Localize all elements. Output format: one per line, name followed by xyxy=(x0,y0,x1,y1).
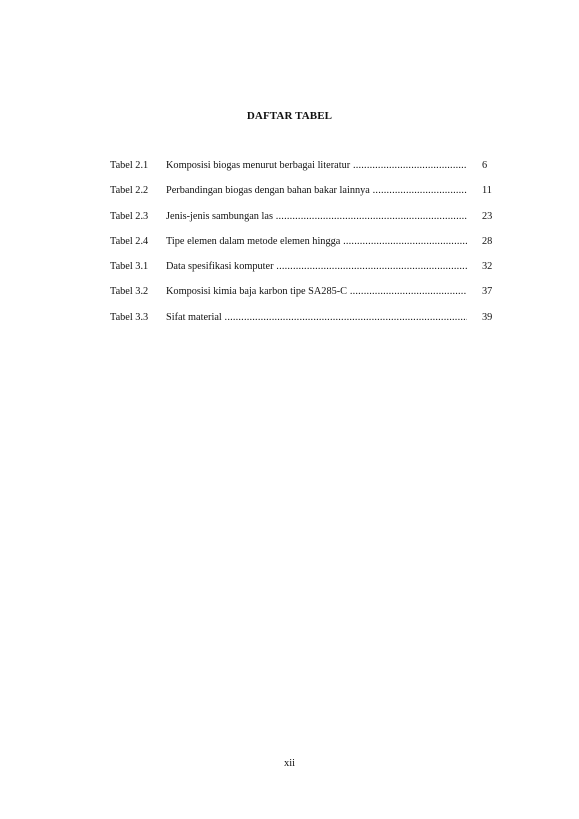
table-entry xyxy=(166,210,467,224)
table-number: Tabel 3.3 xyxy=(110,311,149,323)
table-caption: Tipe elemen dalam metode elemen hingga xyxy=(166,235,341,247)
list-item xyxy=(110,260,500,285)
page-reference: 39 xyxy=(482,311,493,323)
table-number: Tabel 2.3 xyxy=(110,210,149,222)
table-entry xyxy=(166,184,467,198)
table-caption: Perbandingan biogas dengan bahan bakar lainnya xyxy=(166,185,370,197)
page-title: DAFTAR TABEL xyxy=(246,110,333,122)
list-item xyxy=(110,311,500,336)
table-caption: Komposisi biogas menurut berbagai literatur xyxy=(166,160,351,171)
table-number: Tabel 2.4 xyxy=(110,235,149,247)
table-caption: Jenis-jenis sambungan las xyxy=(166,210,273,222)
dot-leader xyxy=(274,261,467,272)
table-caption: Data spesifikasi komputer xyxy=(166,261,274,273)
table-entry xyxy=(166,235,467,249)
table-caption: Komposisi kimia baja karbon tipe SA285-C xyxy=(166,286,348,298)
page-reference: 28 xyxy=(482,235,493,247)
page-reference: 11 xyxy=(482,185,492,197)
table-entry xyxy=(166,285,467,299)
table-number: Tabel 3.2 xyxy=(110,286,149,298)
page-reference: 37 xyxy=(482,286,493,298)
list-item xyxy=(110,235,500,260)
dot-leader xyxy=(350,160,467,171)
page-number: xii xyxy=(283,758,296,769)
list-item xyxy=(110,210,500,235)
table-number: Tabel 2.1 xyxy=(110,160,149,171)
page-reference: 23 xyxy=(482,210,493,222)
page-reference: 6 xyxy=(482,160,488,171)
dot-leader xyxy=(222,312,467,323)
dot-leader xyxy=(347,286,467,297)
table-entry xyxy=(166,311,467,325)
list-item xyxy=(110,285,500,310)
table-list xyxy=(110,159,500,336)
dot-leader xyxy=(273,211,467,222)
dot-leader xyxy=(370,185,467,196)
page-reference: 32 xyxy=(482,261,493,273)
table-entry xyxy=(166,159,467,173)
dot-leader xyxy=(340,236,467,247)
table-caption: Sifat material xyxy=(166,311,222,323)
table-entry xyxy=(166,260,467,274)
list-item xyxy=(110,159,500,184)
table-number: Tabel 3.1 xyxy=(110,261,149,273)
table-number: Tabel 2.2 xyxy=(110,185,149,197)
list-item xyxy=(110,184,500,209)
